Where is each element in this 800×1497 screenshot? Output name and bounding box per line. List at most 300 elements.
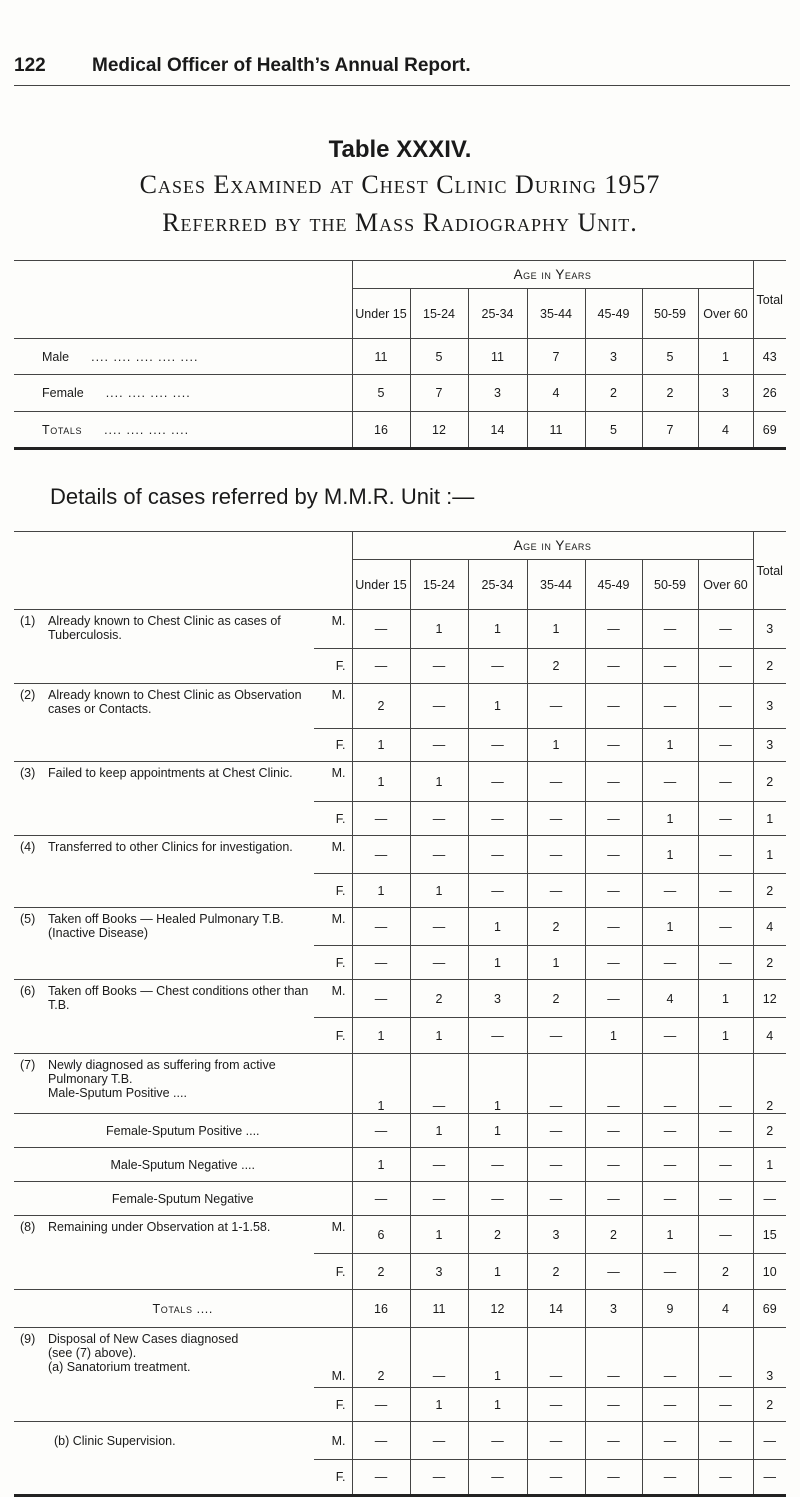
- value-cell: 2: [468, 1216, 527, 1254]
- table-row: [14, 762, 786, 802]
- value-cell: —: [352, 980, 410, 1018]
- value-cell: 16: [352, 412, 410, 449]
- col-50-59-2: 50-59: [642, 560, 698, 610]
- value-cell: 1: [642, 908, 698, 946]
- table-row: [14, 1114, 786, 1148]
- col-total: Total: [753, 261, 786, 339]
- value-cell: 5: [352, 375, 410, 412]
- value-cell: 1: [468, 610, 527, 649]
- value-cell: 14: [468, 412, 527, 449]
- value-cell: —: [698, 610, 753, 649]
- leader-dots: .... .... .... ....: [104, 422, 190, 437]
- value-cell: 1: [698, 1018, 753, 1054]
- value-cell: 1: [410, 762, 468, 802]
- value-cell: —: [352, 1114, 410, 1148]
- value-cell: 12: [468, 1290, 527, 1328]
- row-label-text: Already known to Chest Clinic as cases of Tuberculosis.: [48, 614, 281, 642]
- caption-line-2: Referred by the Mass Radiography Unit.: [162, 208, 638, 237]
- value-cell: —: [468, 1148, 527, 1182]
- value-cell: —: [585, 610, 642, 649]
- value-cell: —: [642, 1054, 698, 1114]
- table-row: [14, 684, 786, 729]
- row-label-text: Disposal of New Cases diagnosed (see (7) above).: [48, 1332, 239, 1360]
- row-label-text: Male: [42, 349, 70, 364]
- value-cell: —: [468, 729, 527, 762]
- summary-row: [14, 375, 786, 412]
- value-cell: 1: [642, 1216, 698, 1254]
- value-cell: 2: [753, 874, 786, 908]
- col-under15-2: Under 15: [352, 560, 410, 610]
- value-cell: 1: [410, 874, 468, 908]
- col-45-49-2: 45-49: [585, 560, 642, 610]
- value-cell: —: [468, 1422, 527, 1460]
- row-label-text: Newly diagnosed as suffering from active Pulmonary T.B.: [48, 1058, 276, 1086]
- row-index: (2): [20, 688, 36, 702]
- value-cell: —: [642, 1460, 698, 1496]
- row-index: (6): [20, 984, 36, 998]
- value-cell: —: [642, 1328, 698, 1388]
- sub-row-label: Male-Sputum Positive ....: [48, 1086, 187, 1100]
- value-cell: —: [585, 980, 642, 1018]
- value-cell: —: [585, 684, 642, 729]
- value-cell: 1: [753, 1148, 786, 1182]
- value-cell: —: [585, 729, 642, 762]
- row-label-text: Taken off Books — Chest conditions other than T.B.: [48, 984, 309, 1012]
- value-cell: —: [352, 1388, 410, 1422]
- value-cell: —: [527, 1328, 585, 1388]
- value-cell: 2: [585, 375, 642, 412]
- value-cell: —: [642, 610, 698, 649]
- sex-label: M.: [314, 980, 352, 1018]
- value-cell: —: [642, 1148, 698, 1182]
- details-table: [14, 531, 786, 1497]
- summary-table: [14, 260, 786, 450]
- table-row: [14, 1148, 786, 1182]
- value-cell: —: [698, 1182, 753, 1216]
- leader-dots: .... .... .... ....: [105, 386, 191, 400]
- row-index: (5): [20, 912, 36, 926]
- value-cell: —: [410, 836, 468, 874]
- running-head: Medical Officer of Health’s Annual Report.: [92, 55, 471, 76]
- value-cell: 1: [468, 1328, 527, 1388]
- value-cell: 3: [527, 1216, 585, 1254]
- table-row: [14, 1216, 786, 1254]
- value-cell: —: [753, 1182, 786, 1216]
- value-cell: 2: [352, 1328, 410, 1388]
- sex-label: F.: [314, 1388, 352, 1422]
- col-35-44-2: 35-44: [527, 560, 585, 610]
- value-cell: —: [698, 1114, 753, 1148]
- value-cell: 14: [527, 1290, 585, 1328]
- table-row: [14, 1422, 786, 1460]
- col-under15: Under 15: [352, 289, 410, 339]
- value-cell: 4: [753, 908, 786, 946]
- value-cell: 1: [352, 1054, 410, 1114]
- value-cell: 3: [585, 1290, 642, 1328]
- totals-label: Totals ....: [14, 1290, 352, 1328]
- value-cell: —: [585, 908, 642, 946]
- value-cell: —: [527, 1422, 585, 1460]
- value-cell: —: [642, 1182, 698, 1216]
- value-cell: 1: [698, 339, 753, 375]
- value-cell: —: [698, 684, 753, 729]
- table-row: [14, 610, 786, 649]
- value-cell: 15: [753, 1216, 786, 1254]
- row-label-text: Transferred to other Clinics for investigation.: [48, 840, 293, 854]
- value-cell: 69: [753, 1290, 786, 1328]
- row-label-text: Failed to keep appointments at Chest Clinic.: [48, 766, 293, 780]
- group-label: [14, 980, 314, 1054]
- value-cell: 3: [585, 339, 642, 375]
- value-cell: —: [642, 1422, 698, 1460]
- value-cell: —: [585, 946, 642, 980]
- value-cell: —: [698, 762, 753, 802]
- sex-label: M.: [314, 1328, 352, 1388]
- row-label-text: Remaining under Observation at 1-1.58.: [48, 1220, 271, 1234]
- col-45-49: 45-49: [585, 289, 642, 339]
- value-cell: —: [698, 1328, 753, 1388]
- value-cell: 1: [352, 1018, 410, 1054]
- value-cell: 1: [642, 729, 698, 762]
- value-cell: 2: [410, 980, 468, 1018]
- age-in-years-header: Age in Years: [352, 261, 753, 289]
- age-in-years-header-2: Age in Years: [352, 532, 753, 560]
- table-row: [14, 1290, 786, 1328]
- value-cell: —: [753, 1460, 786, 1496]
- value-cell: —: [352, 908, 410, 946]
- value-cell: —: [527, 1018, 585, 1054]
- value-cell: —: [585, 1422, 642, 1460]
- sex-label: M.: [314, 1216, 352, 1254]
- value-cell: 43: [753, 339, 786, 375]
- value-cell: 5: [585, 412, 642, 449]
- value-cell: 11: [410, 1290, 468, 1328]
- col-50-59: 50-59: [642, 289, 698, 339]
- value-cell: —: [468, 802, 527, 836]
- value-cell: 3: [468, 980, 527, 1018]
- value-cell: 16: [352, 1290, 410, 1328]
- value-cell: 2: [753, 762, 786, 802]
- value-cell: 1: [352, 729, 410, 762]
- value-cell: —: [527, 802, 585, 836]
- value-cell: 1: [468, 684, 527, 729]
- value-cell: 4: [698, 1290, 753, 1328]
- sex-label: M.: [314, 836, 352, 874]
- sex-label: M.: [314, 684, 352, 729]
- value-cell: —: [698, 1388, 753, 1422]
- sex-label: M.: [314, 908, 352, 946]
- value-cell: 10: [753, 1254, 786, 1290]
- value-cell: —: [585, 1148, 642, 1182]
- value-cell: 4: [698, 412, 753, 449]
- value-cell: 1: [352, 762, 410, 802]
- value-cell: 12: [753, 980, 786, 1018]
- value-cell: 2: [642, 375, 698, 412]
- sex-label: F.: [314, 649, 352, 684]
- sex-label: F.: [314, 802, 352, 836]
- row-index: (4): [20, 840, 36, 854]
- value-cell: —: [585, 1388, 642, 1422]
- value-cell: —: [352, 649, 410, 684]
- value-cell: 2: [352, 1254, 410, 1290]
- clinic-supervision-label: (b) Clinic Supervision.: [14, 1422, 314, 1460]
- table-row: [14, 1182, 786, 1216]
- sex-label: F.: [314, 729, 352, 762]
- group-label: [14, 684, 314, 762]
- row-index: (8): [20, 1220, 36, 1234]
- value-cell: 2: [753, 1388, 786, 1422]
- value-cell: —: [585, 1114, 642, 1148]
- value-cell: —: [352, 946, 410, 980]
- value-cell: 1: [698, 980, 753, 1018]
- value-cell: —: [352, 836, 410, 874]
- table-row: [14, 1054, 786, 1114]
- value-cell: —: [642, 649, 698, 684]
- value-cell: 2: [527, 980, 585, 1018]
- value-cell: 2: [527, 1254, 585, 1290]
- value-cell: 11: [527, 412, 585, 449]
- table-row: [14, 908, 786, 946]
- sex-label: F.: [314, 1254, 352, 1290]
- sex-label: M.: [314, 610, 352, 649]
- value-cell: —: [410, 1328, 468, 1388]
- value-cell: —: [585, 1328, 642, 1388]
- value-cell: —: [698, 908, 753, 946]
- caption-line-1: Cases Examined at Chest Clinic During 1957: [139, 170, 661, 199]
- group-label: [14, 610, 314, 684]
- header-rule: [14, 85, 790, 86]
- value-cell: —: [642, 1388, 698, 1422]
- value-cell: 2: [753, 649, 786, 684]
- value-cell: 1: [642, 836, 698, 874]
- value-cell: —: [585, 1182, 642, 1216]
- sex-label: M.: [314, 762, 352, 802]
- value-cell: —: [642, 762, 698, 802]
- value-cell: 7: [527, 339, 585, 375]
- value-cell: —: [527, 1114, 585, 1148]
- value-cell: —: [527, 684, 585, 729]
- value-cell: —: [698, 1054, 753, 1114]
- value-cell: 5: [642, 339, 698, 375]
- value-cell: 4: [753, 1018, 786, 1054]
- value-cell: —: [468, 649, 527, 684]
- summary-row-label: [14, 375, 352, 412]
- leader-dots: .... .... .... .... ....: [91, 349, 199, 364]
- value-cell: —: [698, 1422, 753, 1460]
- col-15-24: 15-24: [410, 289, 468, 339]
- table-title: Table XXXIV.: [328, 136, 472, 163]
- sub-row-label: Female-Sputum Negative: [14, 1182, 352, 1216]
- value-cell: —: [527, 836, 585, 874]
- value-cell: —: [585, 874, 642, 908]
- value-cell: —: [352, 1182, 410, 1216]
- value-cell: —: [352, 610, 410, 649]
- value-cell: 1: [352, 874, 410, 908]
- row-index: (9): [20, 1332, 36, 1346]
- value-cell: —: [468, 1460, 527, 1496]
- sex-label: M.: [314, 1422, 352, 1460]
- value-cell: —: [642, 946, 698, 980]
- value-cell: 1: [753, 802, 786, 836]
- value-cell: —: [698, 1148, 753, 1182]
- value-cell: 3: [753, 610, 786, 649]
- row-label-text: Totals: [42, 422, 83, 437]
- value-cell: 4: [642, 980, 698, 1018]
- value-cell: 1: [468, 946, 527, 980]
- table-row: [14, 980, 786, 1018]
- value-cell: —: [585, 836, 642, 874]
- value-cell: 1: [468, 1388, 527, 1422]
- group-label: [14, 908, 314, 980]
- table-row: [14, 1460, 786, 1496]
- value-cell: —: [642, 1114, 698, 1148]
- value-cell: —: [642, 1254, 698, 1290]
- table-row: [14, 836, 786, 874]
- value-cell: 26: [753, 375, 786, 412]
- value-cell: 2: [585, 1216, 642, 1254]
- value-cell: 3: [753, 1328, 786, 1388]
- col-35-44: 35-44: [527, 289, 585, 339]
- table-row: [14, 1328, 786, 1388]
- summary-row: [14, 412, 786, 449]
- value-cell: —: [410, 1054, 468, 1114]
- value-cell: 1: [585, 1018, 642, 1054]
- value-cell: —: [468, 762, 527, 802]
- sex-label: F.: [314, 874, 352, 908]
- value-cell: 6: [352, 1216, 410, 1254]
- value-cell: —: [642, 684, 698, 729]
- value-cell: —: [698, 1460, 753, 1496]
- sex-label: F.: [314, 1460, 352, 1496]
- value-cell: —: [468, 874, 527, 908]
- details-heading: Details of cases referred by M.M.R. Unit :—: [50, 484, 475, 509]
- value-cell: —: [352, 802, 410, 836]
- value-cell: —: [698, 729, 753, 762]
- value-cell: 1: [410, 1114, 468, 1148]
- value-cell: 3: [468, 375, 527, 412]
- value-cell: —: [410, 1460, 468, 1496]
- value-cell: 7: [642, 412, 698, 449]
- row-index: (7): [20, 1058, 36, 1072]
- group-label: [14, 836, 314, 908]
- remaining-label: [14, 1216, 314, 1290]
- value-cell: —: [410, 729, 468, 762]
- summary-row-label: [14, 412, 352, 449]
- value-cell: 9: [642, 1290, 698, 1328]
- value-cell: 1: [468, 1254, 527, 1290]
- value-cell: —: [410, 1148, 468, 1182]
- value-cell: 1: [410, 1216, 468, 1254]
- row-label-text: Taken off Books — Healed Pulmonary T.B. (Inactive Disease): [48, 912, 284, 940]
- value-cell: —: [585, 1254, 642, 1290]
- value-cell: —: [410, 802, 468, 836]
- value-cell: 3: [753, 684, 786, 729]
- value-cell: 11: [352, 339, 410, 375]
- value-cell: 2: [753, 1054, 786, 1114]
- value-cell: —: [585, 649, 642, 684]
- table-row: [14, 1388, 786, 1422]
- value-cell: —: [642, 1018, 698, 1054]
- value-cell: —: [352, 1422, 410, 1460]
- value-cell: —: [527, 1148, 585, 1182]
- value-cell: —: [410, 1422, 468, 1460]
- value-cell: —: [698, 946, 753, 980]
- value-cell: —: [468, 836, 527, 874]
- col-total-2: Total: [753, 532, 786, 610]
- value-cell: 2: [527, 649, 585, 684]
- row-label-text: Already known to Chest Clinic as Observation cases or Contacts.: [48, 688, 302, 716]
- value-cell: —: [753, 1422, 786, 1460]
- col-over60-2: Over 60: [698, 560, 753, 610]
- value-cell: 2: [698, 1254, 753, 1290]
- col-over60: Over 60: [698, 289, 753, 339]
- value-cell: —: [698, 836, 753, 874]
- value-cell: 1: [410, 1018, 468, 1054]
- value-cell: —: [410, 684, 468, 729]
- value-cell: 5: [410, 339, 468, 375]
- value-cell: 1: [468, 1114, 527, 1148]
- value-cell: 1: [527, 610, 585, 649]
- value-cell: 1: [468, 1054, 527, 1114]
- value-cell: 2: [753, 946, 786, 980]
- col-25-34-2: 25-34: [468, 560, 527, 610]
- value-cell: —: [585, 1054, 642, 1114]
- row-index: (1): [20, 614, 36, 628]
- value-cell: 2: [527, 908, 585, 946]
- summary-row-label: [14, 339, 352, 375]
- value-cell: 1: [642, 802, 698, 836]
- value-cell: 1: [753, 836, 786, 874]
- summary-row: [14, 339, 786, 375]
- value-cell: —: [698, 1216, 753, 1254]
- sub-row-label: Female-Sputum Positive ....: [14, 1114, 352, 1148]
- sex-label: F.: [314, 946, 352, 980]
- value-cell: —: [410, 946, 468, 980]
- value-cell: 3: [698, 375, 753, 412]
- group-label: [14, 762, 314, 836]
- value-cell: —: [527, 762, 585, 802]
- value-cell: —: [527, 1388, 585, 1422]
- value-cell: —: [468, 1182, 527, 1216]
- value-cell: —: [698, 874, 753, 908]
- value-cell: —: [585, 1460, 642, 1496]
- value-cell: 1: [527, 946, 585, 980]
- row-label-text: Female: [42, 386, 84, 400]
- value-cell: 3: [753, 729, 786, 762]
- value-cell: 11: [468, 339, 527, 375]
- sub-row-label: Male-Sputum Negative ....: [14, 1148, 352, 1182]
- value-cell: —: [352, 1460, 410, 1496]
- value-cell: 1: [352, 1148, 410, 1182]
- value-cell: 1: [527, 729, 585, 762]
- value-cell: 12: [410, 412, 468, 449]
- col-15-24-2: 15-24: [410, 560, 468, 610]
- value-cell: 2: [352, 684, 410, 729]
- value-cell: 2: [753, 1114, 786, 1148]
- value-cell: —: [585, 762, 642, 802]
- value-cell: 1: [468, 908, 527, 946]
- value-cell: —: [585, 802, 642, 836]
- value-cell: 7: [410, 375, 468, 412]
- value-cell: 69: [753, 412, 786, 449]
- row-index: (3): [20, 766, 36, 780]
- value-cell: —: [410, 1182, 468, 1216]
- value-cell: —: [410, 908, 468, 946]
- newly-diagnosed-label: [14, 1054, 352, 1114]
- value-cell: —: [527, 1182, 585, 1216]
- value-cell: —: [698, 802, 753, 836]
- disposal-label: [14, 1328, 314, 1388]
